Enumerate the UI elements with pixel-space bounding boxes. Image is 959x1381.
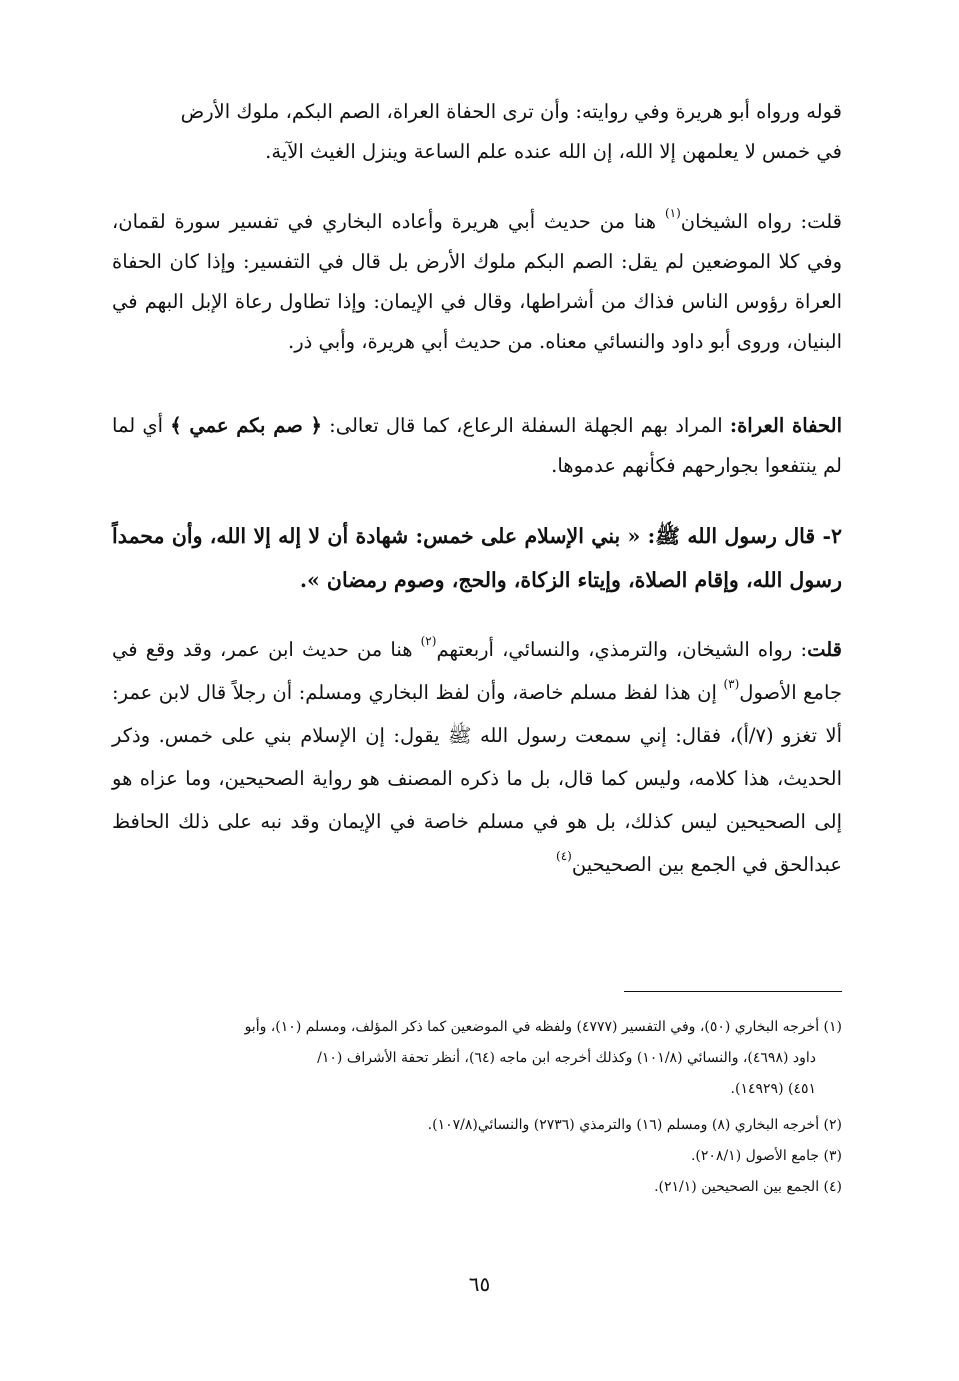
- definition-body-2: أي لما لم ينتفعوا بجوارحهم فكأنهم عدموها.: [112, 414, 842, 477]
- footnote-3: (٣) جامع الأصول (٢٠٨/١).: [690, 1148, 842, 1164]
- footnote-1-line-2: داود (٤٦٩٨)، والنسائي (١٠١/٨) وكذلك أخرجه ابن ماجه (٦٤)، أنظر تحفة الأشراف (١٠/: [317, 1050, 816, 1066]
- footnote-1-line-3: ٤٥١) (١٤٩٢٩).: [730, 1081, 816, 1097]
- intro-line-1: قوله ورواه أبو هريرة وفي روايته: وأن ترى الحفاة العراة، الصم البكم، ملوك الأرض: [180, 100, 842, 123]
- commentary-2-text: [112, 628, 842, 886]
- definition-body: المراد بهم الجهلة السفلة الرعاع، كما قال تعالى:: [321, 414, 730, 437]
- paragraph-intro: [112, 92, 842, 172]
- footnotes: [112, 1012, 842, 1203]
- commentary-rest: هنا من حديث أبي هريرة وأعاده البخاري في تفسير سورة لقمان، وفي كلا الموضعين لم يقل: الصم البكم ملوك الأرض بل قال في التفسير: وإذا كان الحفاة العراة رؤوس الناس فذاك من أشراطها، وقال في الإيمان: وإذا تطاول رعاة الإبل البهم في البنيان، وروى أبو داود والنسائي معناه. من حديث أبي هريرة، وأبي ذر.: [112, 210, 842, 353]
- footnote-2: (٢) أخرجه البخاري (٨) ومسلم (١٦) والترمذي (٢٧٣٦) والنسائي(١٠٧/٨).: [427, 1117, 842, 1133]
- paragraph-commentary-1: [112, 202, 842, 362]
- paragraph-commentary-2: [112, 628, 842, 886]
- commentary-2-b: هنا من حديث ابن عمر، وقد وقع في جامع الأصول: [112, 638, 842, 704]
- commentary-start: قلت: رواه الشيخان: [680, 210, 842, 233]
- hadith-text: ٢- قال رسول الله ﷺ: « بني الإسلام على خمس: شهادة أن لا إله إلا الله، وأن محمداً رسول الله، وإقام الصلاة، وإيتاء الزكاة، والحج، وصوم رمضان ».: [112, 524, 842, 592]
- footnote-ref-4[interactable]: (٤): [556, 848, 572, 863]
- intro-line-2: في خمس لا يعلمهن إلا الله، إن الله عنده علم الساعة وينزل الغيث الآية.: [265, 140, 842, 163]
- definition-text: [112, 406, 842, 486]
- commentary-2-term: قلت: [807, 638, 842, 661]
- footnote-1-line-1: (١) أخرجه البخاري (٥٠)، وفي التفسير (٤٧٧٧) ولفظه في الموضعين كما ذكر المؤلف، ومسلم (١٠)، وأبو: [244, 1019, 842, 1035]
- quran-verse: ﴿ صم بكم عمي ﴾: [170, 414, 322, 437]
- paragraph-definition: [112, 406, 842, 486]
- commentary-text: [112, 202, 842, 362]
- footnote-ref-2[interactable]: (٢): [420, 633, 437, 648]
- footnote-1: [112, 1012, 842, 1105]
- page-number: ٦٥: [468, 1272, 491, 1296]
- definition-term: الحفاة العراة:: [729, 414, 842, 437]
- commentary-2-a: : رواه الشيخان، والترمذي، والنسائي، أربعتهم: [436, 638, 808, 661]
- footnote-separator: [624, 991, 842, 992]
- footnote-ref-1[interactable]: (١): [664, 205, 681, 220]
- footnote-4: (٤) الجمع بين الصحيحين (٢١/١).: [654, 1179, 842, 1195]
- footnote-ref-3[interactable]: (٣): [723, 676, 740, 691]
- hadith-block: [112, 514, 842, 602]
- commentary-2-c: إن هذا لفظ مسلم خاصة، وأن لفظ البخاري ومسلم: أن رجلاً قال لابن عمر: ألا تغزو (٧/أ)، فقال: إني سمعت رسول الله ﷺ يقول: إن الإسلام بني على خمس. وذكر الحديث، هذا كلامه، وليس كما قال، بل ما ذكره المصنف هو رواية الصحيحين، وما عزاه هو إلى الصحيحين ليس كذلك، بل هو في مسلم خاصة في الإيمان وقد نبه على ذلك الحافظ عبدالحق في الجمع بين الصحيحين: [112, 681, 842, 876]
